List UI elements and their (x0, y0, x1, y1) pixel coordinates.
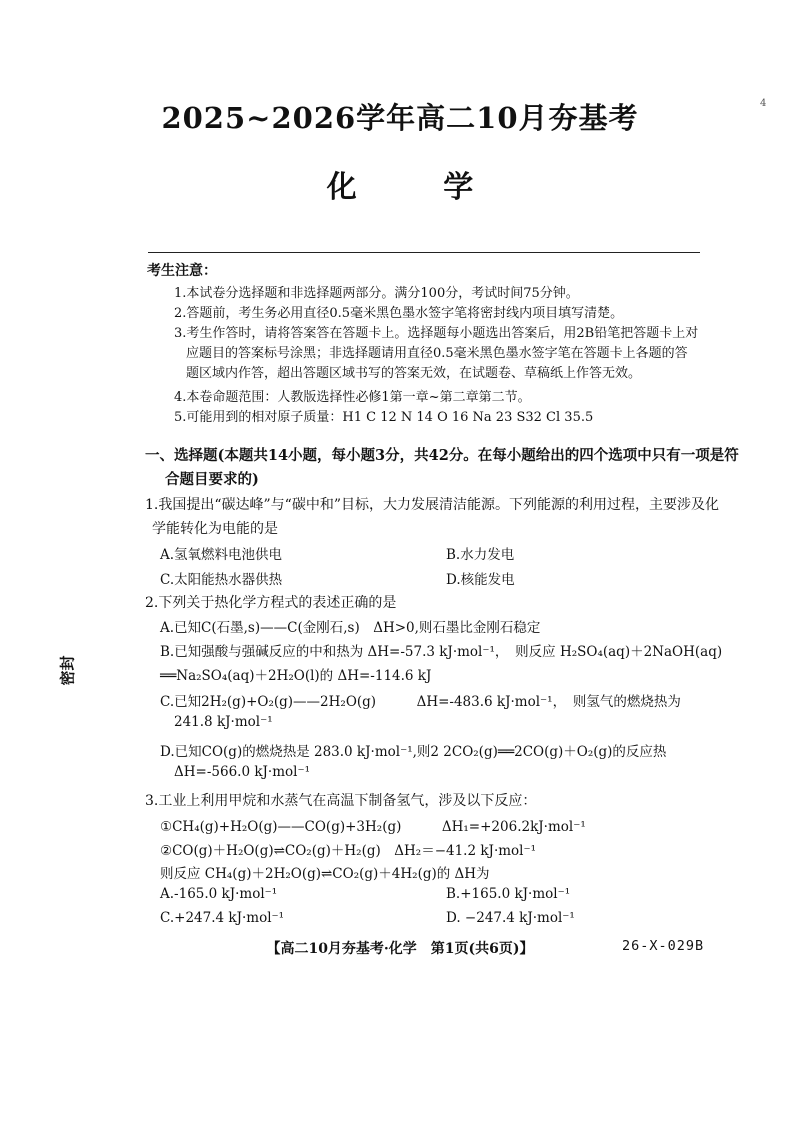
q3-reaction-2: ②CO(g)＋H₂O(g)⇌CO₂(g)＋H₂(g) ΔH₂＝−41.2 kJ·mol⁻¹ (160, 843, 537, 859)
q1-option-b: B.水力发电 (446, 547, 515, 563)
q2-option-c-cont: 241.8 kJ·mol⁻¹ (174, 714, 273, 730)
q2-option-b: B.已知强酸与强碱反应的中和热为 ΔH=-57.3 kJ·mol⁻¹， 则反应 H₂SO₄(aq)＋2NaOH(aq) (160, 644, 723, 660)
notice-item: 2.答题前，考生务必用直径0.5毫米黑色墨水签字笔将密封线内项目填写清楚。 (174, 306, 624, 321)
section-heading: 一、选择题(本题共14小题，每小题3分，共42分。在每小题给出的四个选项中只有一项是符 (145, 447, 739, 464)
q3-option-b: B.+165.0 kJ·mol⁻¹ (446, 886, 571, 902)
seal-line-mark: 密封 (58, 655, 77, 686)
notice-item: 题区域内作答，超出答题区域书写的答案无效，在试题卷、草稿纸上作答无效。 (186, 366, 642, 381)
corner-mark: 4 (760, 98, 767, 109)
question-3-stem: 3.工业上利用甲烷和水蒸气在高温下制备氢气，涉及以下反应： (145, 793, 537, 809)
notice-item: 3.考生作答时，请将答案答在答题卡上。选择题每小题选出答案后，用2B铅笔把答题卡上对 (174, 326, 699, 341)
section-heading-cont: 合题目要求的) (165, 471, 259, 488)
q2-option-d-cont: ΔH=-566.0 kJ·mol⁻¹ (174, 764, 311, 780)
notice-item: 4.本卷命题范围：人教版选择性必修1第一章~第二章第二节。 (174, 390, 531, 405)
q2-option-d: D.已知CO(g)的燃烧热是 283.0 kJ·mol⁻¹,则2 2CO₂(g)══2CO(g)＋O₂(g)的反应热 (160, 744, 667, 760)
q3-option-d: D. −247.4 kJ·mol⁻¹ (446, 910, 575, 926)
q3-reaction-1: ①CH₄(g)+H₂O(g)——CO(g)+3H₂(g) ΔH₁=+206.2kJ·mol⁻¹ (160, 819, 586, 835)
page-footer: 【高二10月夯基考·化学 第1页(共6页)】 (266, 941, 534, 957)
notice-heading: 考生注意： (147, 263, 217, 279)
q2-option-a: A.已知C(石墨,s)——C(金刚石,s) ΔH>0,则石墨比金刚石稳定 (160, 620, 541, 636)
paper-code: 26-X-029B (622, 938, 705, 954)
q3-option-c: C.+247.4 kJ·mol⁻¹ (160, 910, 285, 926)
notice-item: 1.本试卷分选择题和非选择题两部分。满分100分，考试时间75分钟。 (174, 286, 579, 301)
q1-option-d: D.核能发电 (446, 572, 515, 588)
q1-option-a: A.氢氧燃料电池供电 (160, 547, 283, 563)
question-1-stem-cont: 学能转化为电能的是 (152, 521, 278, 537)
q2-option-b-cont: ══Na₂SO₄(aq)＋2H₂O(l)的 ΔH=-114.6 kJ (160, 668, 432, 684)
question-2-stem: 2.下列关于热化学方程式的表述正确的是 (145, 595, 397, 611)
exam-title: 2025~2026学年高二10月夯基考 (161, 101, 639, 135)
q1-option-c: C.太阳能热水器供热 (160, 572, 283, 588)
notice-item: 应题目的答案标号涂黑；非选择题请用直径0.5毫米黑色墨水签字笔在答题卡上各题的答 (186, 346, 688, 361)
q3-ask: 则反应 CH₄(g)＋2H₂O(g)⇌CO₂(g)＋4H₂(g)的 ΔH为 (160, 866, 490, 882)
header-divider (148, 252, 700, 253)
question-1-stem: 1.我国提出“碳达峰”与“碳中和”目标，大力发展清洁能源。下列能源的利用过程，主要涉及化 (145, 497, 719, 513)
q3-option-a: A.-165.0 kJ·mol⁻¹ (160, 886, 278, 902)
notice-item: 5.可能用到的相对原子质量：H1 C 12 N 14 O 16 Na 23 S32 Cl 35.5 (174, 410, 594, 425)
subject-title: 化 学 (326, 170, 512, 205)
q2-option-c: C.已知2H₂(g)+O₂(g)——2H₂O(g) ΔH=-483.6 kJ·mol⁻¹， 则氢气的燃烧热为 (160, 694, 681, 710)
